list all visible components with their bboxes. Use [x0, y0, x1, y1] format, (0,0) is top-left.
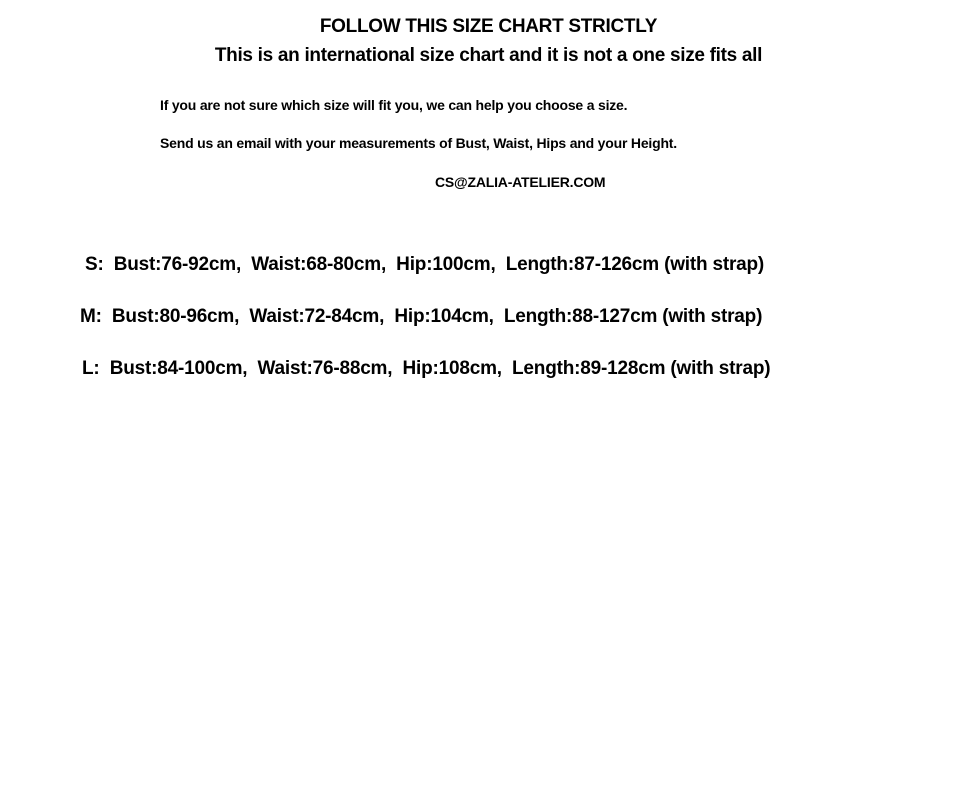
contact-email: CS@ZALIA-ATELIER.COM — [435, 174, 606, 190]
size-row-m: M: Bust:80-96cm, Waist:72-84cm, Hip:104cm, Length:88-127cm (with strap) — [80, 306, 763, 327]
help-text-line2: Send us an email with your measurements of Bust, Waist, Hips and your Height. — [160, 135, 677, 151]
size-row-s: S: Bust:76-92cm, Waist:68-80cm, Hip:100cm, Length:87-126cm (with strap) — [85, 254, 765, 275]
document-title: FOLLOW THIS SIZE CHART STRICTLY — [319, 16, 658, 37]
size-row-l: L: Bust:84-100cm, Waist:76-88cm, Hip:108cm, Length:89-128cm (with strap) — [82, 358, 771, 379]
document-subtitle: This is an international size chart and it is not a one size fits all — [214, 45, 763, 66]
document-header — [0, 12, 977, 70]
help-text-line1: If you are not sure which size will fit you, we can help you choose a size. — [160, 97, 628, 113]
